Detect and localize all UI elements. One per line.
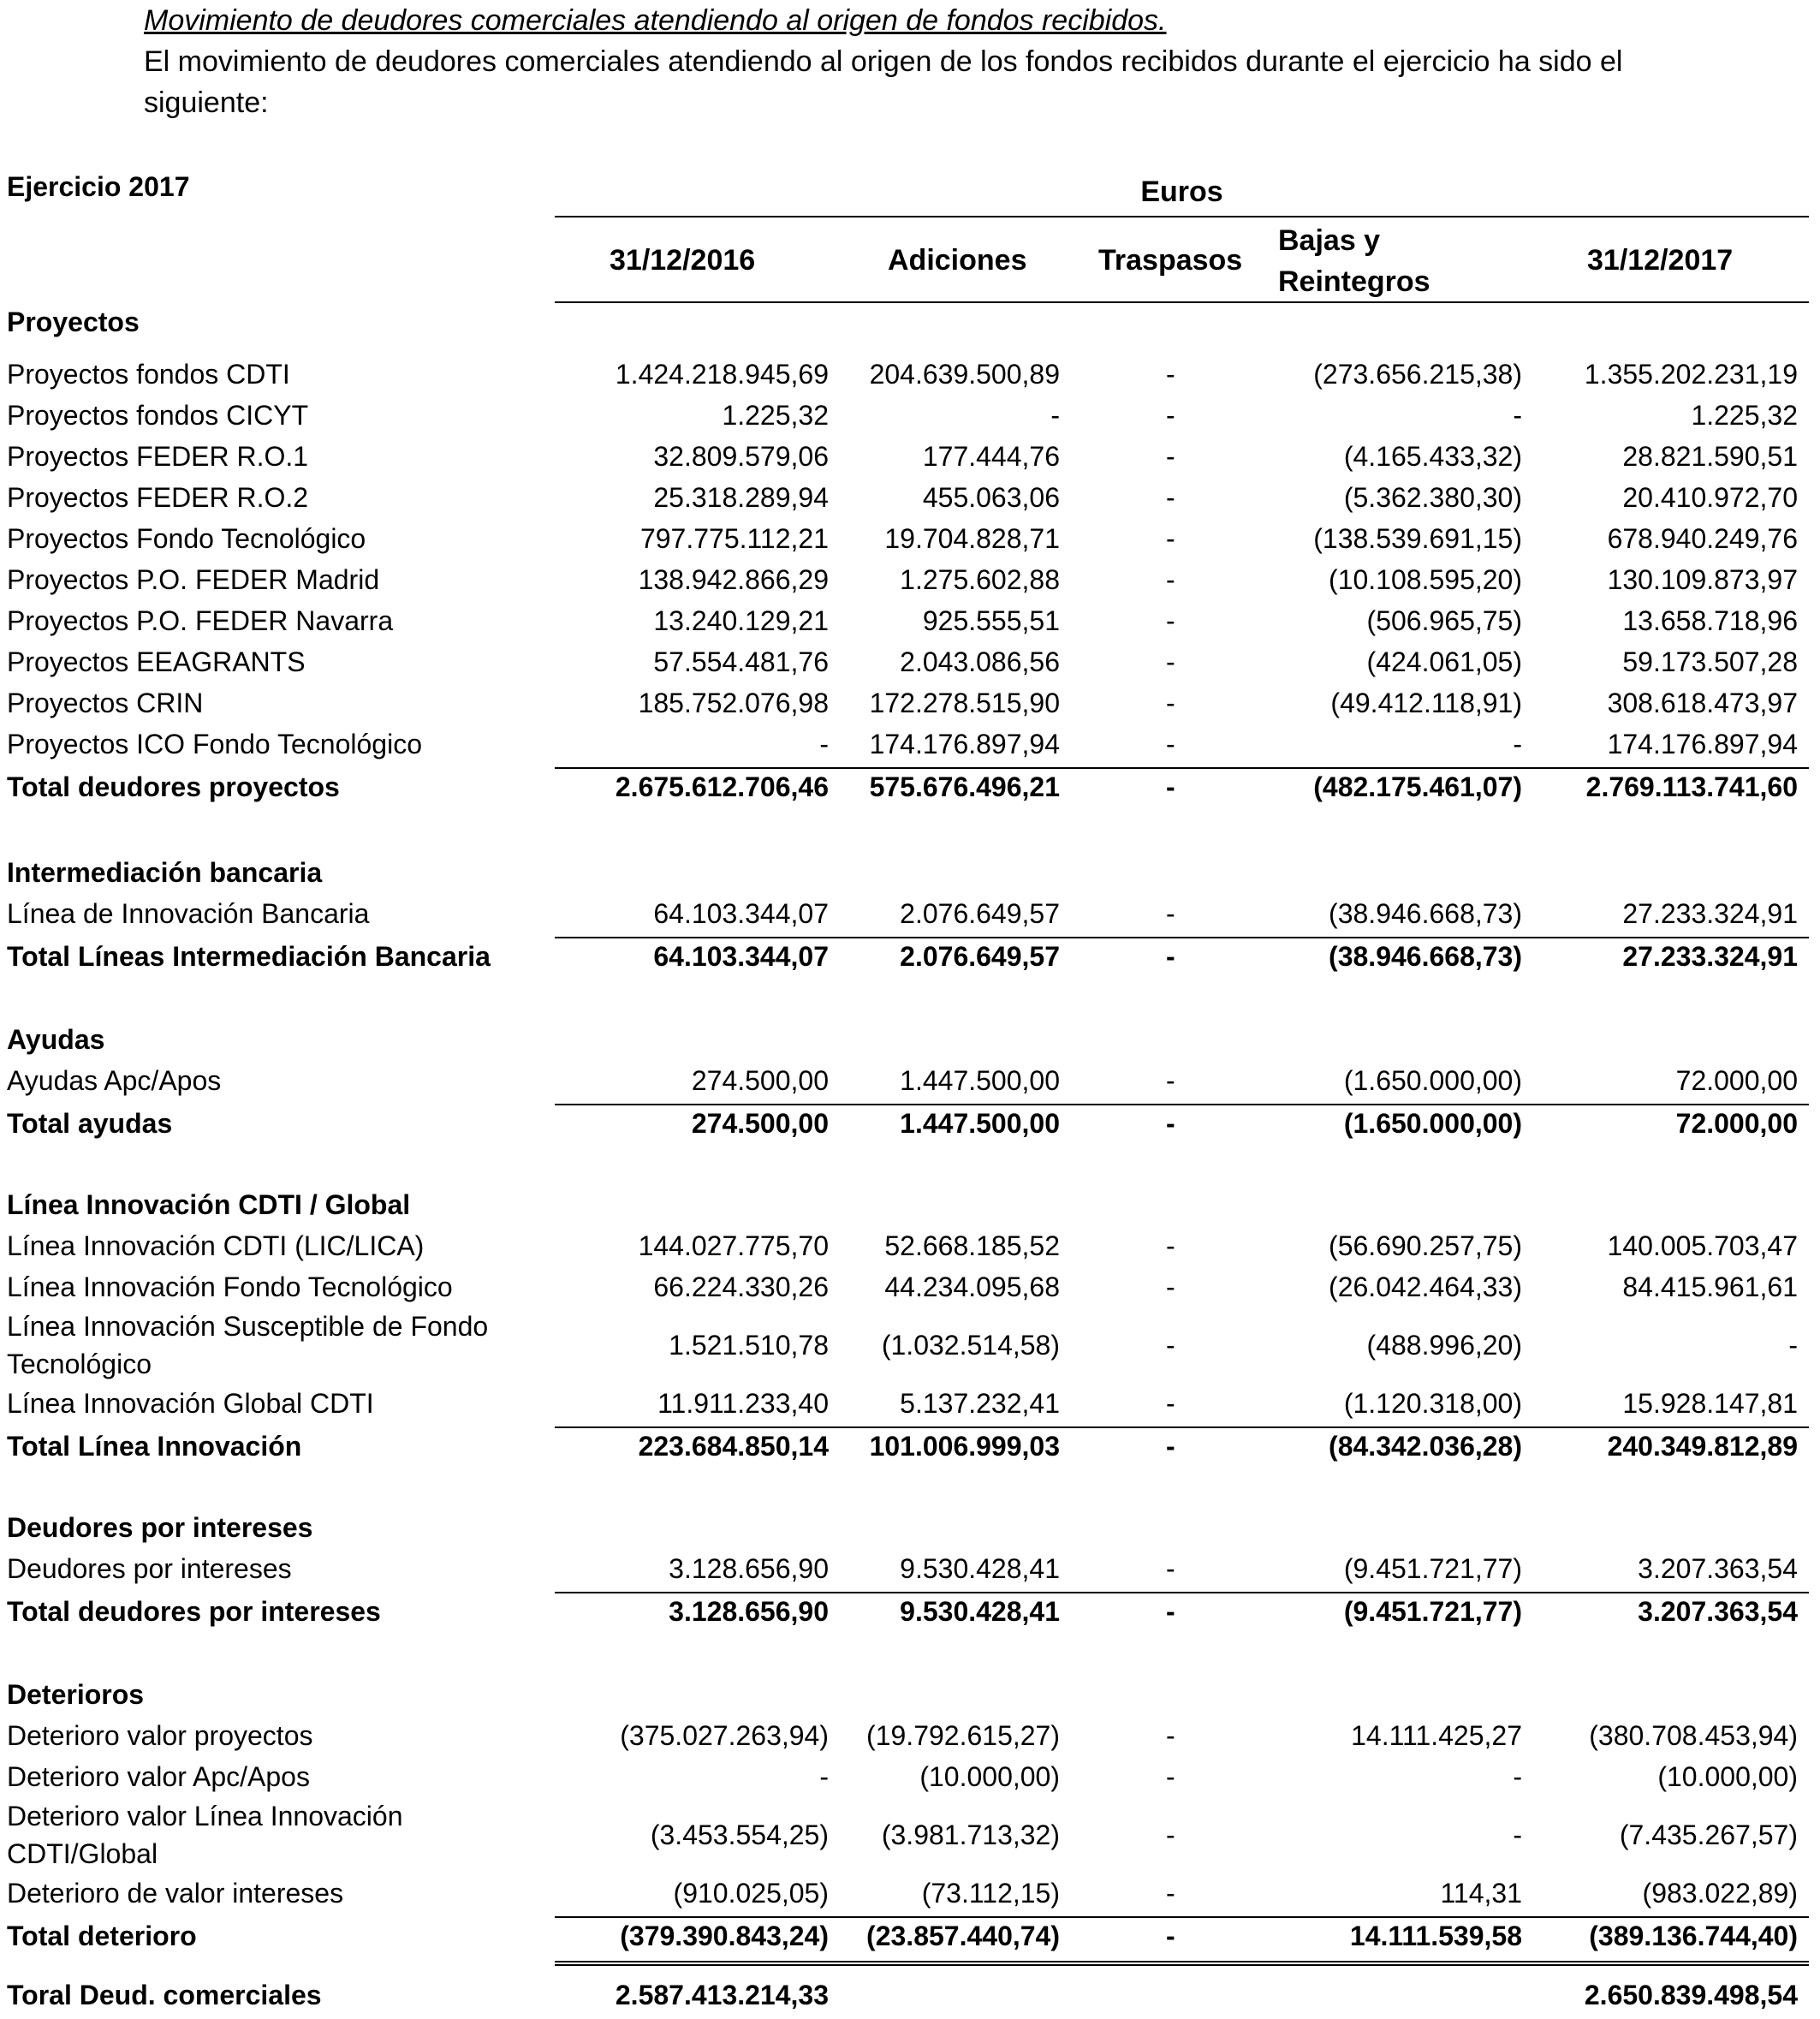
row-value: 1.225,32	[1691, 400, 1798, 431]
row-value: -	[1513, 1819, 1522, 1850]
row-label: Deterioro valor proyectos	[7, 1720, 313, 1751]
row-value: 25.318.289,94	[653, 482, 829, 513]
row-value: 172.278.515,90	[869, 688, 1060, 718]
row-value: 177.444,76	[922, 441, 1060, 472]
row-value: 174.176.897,94	[869, 729, 1060, 759]
row-value: -	[1166, 1230, 1175, 1261]
row-value: 19.704.828,71	[884, 523, 1060, 554]
row-value: (10.108.595,20)	[1329, 564, 1522, 595]
row-value: -	[1166, 1819, 1175, 1850]
row-value: 2.043.086,56	[900, 646, 1060, 677]
row-value: 1.275.602,88	[900, 564, 1060, 595]
row-label: Deudores por intereses	[7, 1553, 292, 1584]
section-title-text: Deudores por intereses	[7, 1512, 313, 1543]
section-title	[0, 852, 1820, 893]
row-label: Proyectos FEDER R.O.1	[7, 441, 309, 472]
row-value: 9.530.428,41	[900, 1596, 1060, 1627]
row-value: -	[1166, 523, 1175, 554]
row-value: (910.025,05)	[673, 1878, 829, 1909]
row-value: (84.342.036,28)	[1329, 1431, 1522, 1462]
row-value: 204.639.500,89	[869, 359, 1060, 390]
currency-label: Euros	[1140, 176, 1223, 208]
row-label: Total deudores por intereses	[7, 1596, 381, 1627]
row-value: 3.207.363,54	[1638, 1596, 1798, 1627]
row-value: -	[1166, 771, 1175, 802]
row-value: -	[1513, 400, 1522, 431]
section-title-text: Deterioros	[7, 1679, 145, 1710]
row-value: (273.656.215,38)	[1313, 359, 1522, 390]
row-value: (3.453.554,25)	[650, 1819, 829, 1850]
table-row	[0, 1715, 1820, 1756]
row-value: -	[1050, 400, 1060, 431]
row-value: (10.000,00)	[919, 1761, 1060, 1792]
row-value: 2.675.612.706,46	[615, 771, 829, 802]
row-value: -	[1788, 1330, 1798, 1361]
row-value: -	[1166, 1553, 1175, 1584]
row-value: (375.027.263,94)	[620, 1720, 829, 1751]
section-title	[0, 1019, 1820, 1060]
row-value: (38.946.668,73)	[1329, 941, 1522, 972]
row-value: (5.362.380,30)	[1343, 482, 1522, 513]
row-value: -	[1166, 1921, 1175, 1951]
table-row	[0, 1225, 1820, 1266]
row-value: 1.424.218.945,69	[615, 359, 829, 390]
table-row	[0, 1548, 1820, 1589]
row-value: 64.103.344,07	[653, 898, 829, 929]
section-title-text: Intermediación bancaria	[7, 857, 323, 888]
row-label: Proyectos EEAGRANTS	[7, 646, 306, 677]
row-value: (4.165.433,32)	[1343, 441, 1522, 472]
header-top-rule	[555, 216, 1809, 217]
row-value: -	[1166, 1065, 1175, 1096]
row-value: (56.690.257,75)	[1329, 1230, 1522, 1261]
row-value: 114,31	[1440, 1878, 1522, 1909]
row-label: Línea Innovación Susceptible de Fondo Tecnológico	[7, 1311, 489, 1379]
section-title-text: Proyectos	[7, 307, 140, 337]
row-value: -	[1166, 1761, 1175, 1792]
row-value: 2.076.649,57	[900, 898, 1060, 929]
col-header-transfers: Traspasos	[1098, 244, 1243, 277]
row-value: 1.521.510,78	[669, 1330, 829, 1361]
row-value: -	[1166, 1272, 1175, 1302]
row-value: (49.412.118,91)	[1330, 688, 1522, 718]
period-label: Ejercicio 2017	[7, 171, 190, 202]
row-value: 1.447.500,00	[900, 1065, 1060, 1096]
row-value: 1.355.202.231,19	[1584, 359, 1798, 390]
row-value: 2.650.839.498,54	[1584, 1980, 1798, 2010]
row-value: 27.233.324,91	[1622, 941, 1798, 972]
row-value: (9.451.721,77)	[1343, 1596, 1522, 1627]
col-header-closing: 31/12/2017	[1587, 244, 1734, 277]
row-value: 14.111.539,58	[1349, 1921, 1522, 1951]
row-value: 9.530.428,41	[900, 1553, 1060, 1584]
table-row	[0, 1756, 1820, 1797]
row-value: 64.103.344,07	[653, 941, 829, 972]
row-value: 144.027.775,70	[638, 1230, 829, 1261]
row-value: (983.022,89)	[1642, 1878, 1798, 1909]
table-row	[0, 724, 1820, 765]
row-value: 3.207.363,54	[1638, 1553, 1798, 1584]
row-value: 101.006.999,03	[869, 1431, 1060, 1462]
section-title	[0, 1507, 1820, 1548]
row-value: 59.173.507,28	[1622, 646, 1798, 677]
row-label: Proyectos ICO Fondo Tecnológico	[7, 729, 422, 759]
row-label: Línea Innovación Global CDTI	[7, 1388, 374, 1419]
row-value: 1.447.500,00	[900, 1108, 1060, 1139]
row-value: 14.111.425,27	[1351, 1720, 1522, 1751]
row-value: (379.390.843,24)	[620, 1921, 829, 1951]
row-label: Ayudas Apc/Apos	[7, 1065, 222, 1096]
row-value: (38.946.668,73)	[1329, 898, 1522, 929]
row-value: 15.928.147,81	[1622, 1388, 1798, 1419]
table-row	[0, 600, 1820, 641]
row-label: Toral Deud. comerciales	[7, 1980, 322, 2010]
row-value: 13.240.129,21	[653, 605, 829, 636]
row-value: -	[1166, 1720, 1175, 1751]
table-row	[0, 559, 1820, 600]
row-value: (9.451.721,77)	[1343, 1553, 1522, 1584]
row-value: (26.042.464,33)	[1329, 1272, 1522, 1302]
row-value: 223.684.850,14	[638, 1431, 829, 1462]
row-value: -	[1166, 1330, 1175, 1361]
row-value: (7.435.267,57)	[1619, 1819, 1798, 1850]
row-label: Proyectos P.O. FEDER Navarra	[7, 605, 394, 636]
row-value: (482.175.461,07)	[1313, 771, 1522, 802]
row-value: 575.676.496,21	[869, 771, 1060, 802]
row-label: Línea Innovación Fondo Tecnológico	[7, 1272, 453, 1302]
row-value: 140.005.703,47	[1607, 1230, 1798, 1261]
row-value: 455.063,06	[922, 482, 1060, 513]
row-value: 925.555,51	[922, 605, 1060, 636]
row-value: -	[819, 1761, 829, 1792]
row-value: -	[1166, 898, 1175, 929]
row-value: -	[1513, 1761, 1522, 1792]
col-header-opening: 31/12/2016	[610, 244, 756, 277]
table-row	[0, 436, 1820, 477]
section-title-text: Ayudas	[7, 1024, 105, 1055]
table-row	[0, 518, 1820, 559]
row-value: 20.410.972,70	[1622, 482, 1798, 513]
row-value: -	[1166, 482, 1175, 513]
row-value: (1.650.000,00)	[1343, 1065, 1522, 1096]
row-value: -	[1166, 400, 1175, 431]
row-value: -	[1166, 941, 1175, 972]
row-value: -	[1166, 359, 1175, 390]
total-row	[0, 1103, 1820, 1144]
row-value: -	[1166, 646, 1175, 677]
row-value: -	[1166, 729, 1175, 759]
intro-text: El movimiento de deudores comerciales atendiendo al origen de los fondos recibidos durante el ejercicio ha sido el siguiente:	[144, 45, 1623, 119]
table-row	[0, 1801, 1820, 1869]
table-row	[0, 354, 1820, 395]
row-label: Proyectos Fondo Tecnológico	[7, 523, 366, 554]
row-value: 274.500,00	[691, 1065, 829, 1096]
row-label: Deterioro valor Línea Innovación CDTI/Global	[7, 1801, 403, 1869]
total-row	[0, 1591, 1820, 1632]
table-row	[0, 477, 1820, 518]
row-value: -	[1166, 1108, 1175, 1139]
table-row	[0, 1383, 1820, 1424]
table-row	[0, 682, 1820, 724]
row-value: 2.769.113.741,60	[1585, 771, 1798, 802]
table-row	[0, 1873, 1820, 1914]
row-value: (10.000,00)	[1657, 1761, 1798, 1792]
total-row	[0, 766, 1820, 807]
row-label: Proyectos FEDER R.O.2	[7, 482, 309, 513]
row-value: 84.415.961,61	[1622, 1272, 1798, 1302]
row-value: (506.965,75)	[1366, 605, 1522, 636]
row-value: (19.792.615,27)	[866, 1720, 1060, 1751]
row-value: 52.668.185,52	[884, 1230, 1060, 1261]
row-value: 2.587.413.214,33	[615, 1980, 829, 2010]
row-value: -	[1513, 729, 1522, 759]
section-title	[0, 1184, 1820, 1225]
intro-heading: Movimiento de deudores comerciales atendiendo al origen de fondos recibidos.	[144, 4, 1167, 37]
row-value: -	[1166, 1431, 1175, 1462]
row-value: (23.857.440,74)	[866, 1921, 1060, 1951]
row-value: (3.981.713,32)	[881, 1819, 1060, 1850]
row-label: Deterioro valor Apc/Apos	[7, 1761, 310, 1792]
section-title-text: Línea Innovación CDTI / Global	[7, 1189, 411, 1220]
col-header-additions: Adiciones	[888, 244, 1027, 277]
row-value: 28.821.590,51	[1622, 441, 1798, 472]
row-label: Total ayudas	[7, 1108, 173, 1139]
section-title	[0, 301, 1820, 342]
row-label: Proyectos fondos CICYT	[7, 400, 309, 431]
row-label: Total deudores proyectos	[7, 771, 340, 802]
grand-total-rule	[555, 1961, 1809, 1966]
row-value: (73.112,15)	[921, 1878, 1060, 1909]
row-value: -	[1166, 564, 1175, 595]
row-value: 2.076.649,57	[900, 941, 1060, 972]
row-value: (424.061,05)	[1366, 646, 1522, 677]
row-value: 13.658.718,96	[1622, 605, 1798, 636]
total-row	[0, 1426, 1820, 1467]
row-value: (488.996,20)	[1366, 1330, 1522, 1361]
row-value: 130.109.873,97	[1607, 564, 1798, 595]
row-value: (389.136.744,40)	[1589, 1921, 1798, 1951]
row-value: 1.225,32	[722, 400, 829, 431]
total-row	[0, 936, 1820, 977]
row-label: Proyectos fondos CDTI	[7, 359, 290, 390]
row-value: 5.137.232,41	[900, 1388, 1060, 1419]
row-value: 44.234.095,68	[884, 1272, 1060, 1302]
row-value: 66.224.330,26	[653, 1272, 829, 1302]
row-value: 27.233.324,91	[1622, 898, 1798, 929]
col-header-withdrawals: Bajas y Reintegros	[1278, 224, 1430, 298]
row-label: Línea de Innovación Bancaria	[7, 898, 370, 929]
table-row	[0, 1311, 1820, 1379]
section-title	[0, 1674, 1820, 1715]
row-label: Total deterioro	[7, 1921, 197, 1951]
row-label: Total Línea Innovación	[7, 1431, 302, 1462]
intro	[144, 0, 1728, 123]
row-value: 11.911.233,40	[657, 1388, 829, 1419]
row-value: (1.650.000,00)	[1343, 1108, 1522, 1139]
row-value: 138.942.866,29	[638, 564, 829, 595]
row-value: -	[1166, 1596, 1175, 1627]
row-value: 3.128.656,90	[669, 1596, 829, 1627]
row-label: Línea Innovación CDTI (LIC/LICA)	[7, 1230, 425, 1261]
row-value: (138.539.691,15)	[1313, 523, 1522, 554]
row-value: 32.809.579,06	[653, 441, 829, 472]
table-row	[0, 1060, 1820, 1101]
table-row	[0, 1266, 1820, 1307]
row-label: Total Líneas Intermediación Bancaria	[7, 941, 491, 972]
grand-total-row	[0, 1974, 1820, 2016]
row-value: 797.775.112,21	[639, 523, 829, 554]
row-value: 72.000,00	[1675, 1065, 1798, 1096]
row-value: (380.708.453,94)	[1589, 1720, 1798, 1751]
row-value: 3.128.656,90	[669, 1553, 829, 1584]
row-value: -	[1166, 1388, 1175, 1419]
table-row	[0, 395, 1820, 436]
row-value: 185.752.076,98	[638, 688, 829, 718]
row-label: Deterioro de valor intereses	[7, 1878, 344, 1909]
row-value: 678.940.249,76	[1607, 523, 1798, 554]
row-value: 174.176.897,94	[1607, 729, 1798, 759]
row-value: -	[1166, 441, 1175, 472]
row-value: 274.500,00	[691, 1108, 829, 1139]
row-value: -	[819, 729, 829, 759]
row-value: (1.032.514,58)	[881, 1330, 1060, 1361]
row-value: -	[1166, 1878, 1175, 1909]
row-value: -	[1166, 605, 1175, 636]
table-row	[0, 893, 1820, 934]
row-value: -	[1166, 688, 1175, 718]
table-row	[0, 641, 1820, 682]
row-value: 72.000,00	[1675, 1108, 1798, 1139]
total-row	[0, 1915, 1820, 1956]
row-label: Proyectos CRIN	[7, 688, 204, 718]
row-value: (1.120.318,00)	[1343, 1388, 1522, 1419]
row-value: 240.349.812,89	[1607, 1431, 1798, 1462]
row-value: 57.554.481,76	[653, 646, 829, 677]
row-value: 308.618.473,97	[1607, 688, 1798, 718]
row-label: Proyectos P.O. FEDER Madrid	[7, 564, 380, 595]
